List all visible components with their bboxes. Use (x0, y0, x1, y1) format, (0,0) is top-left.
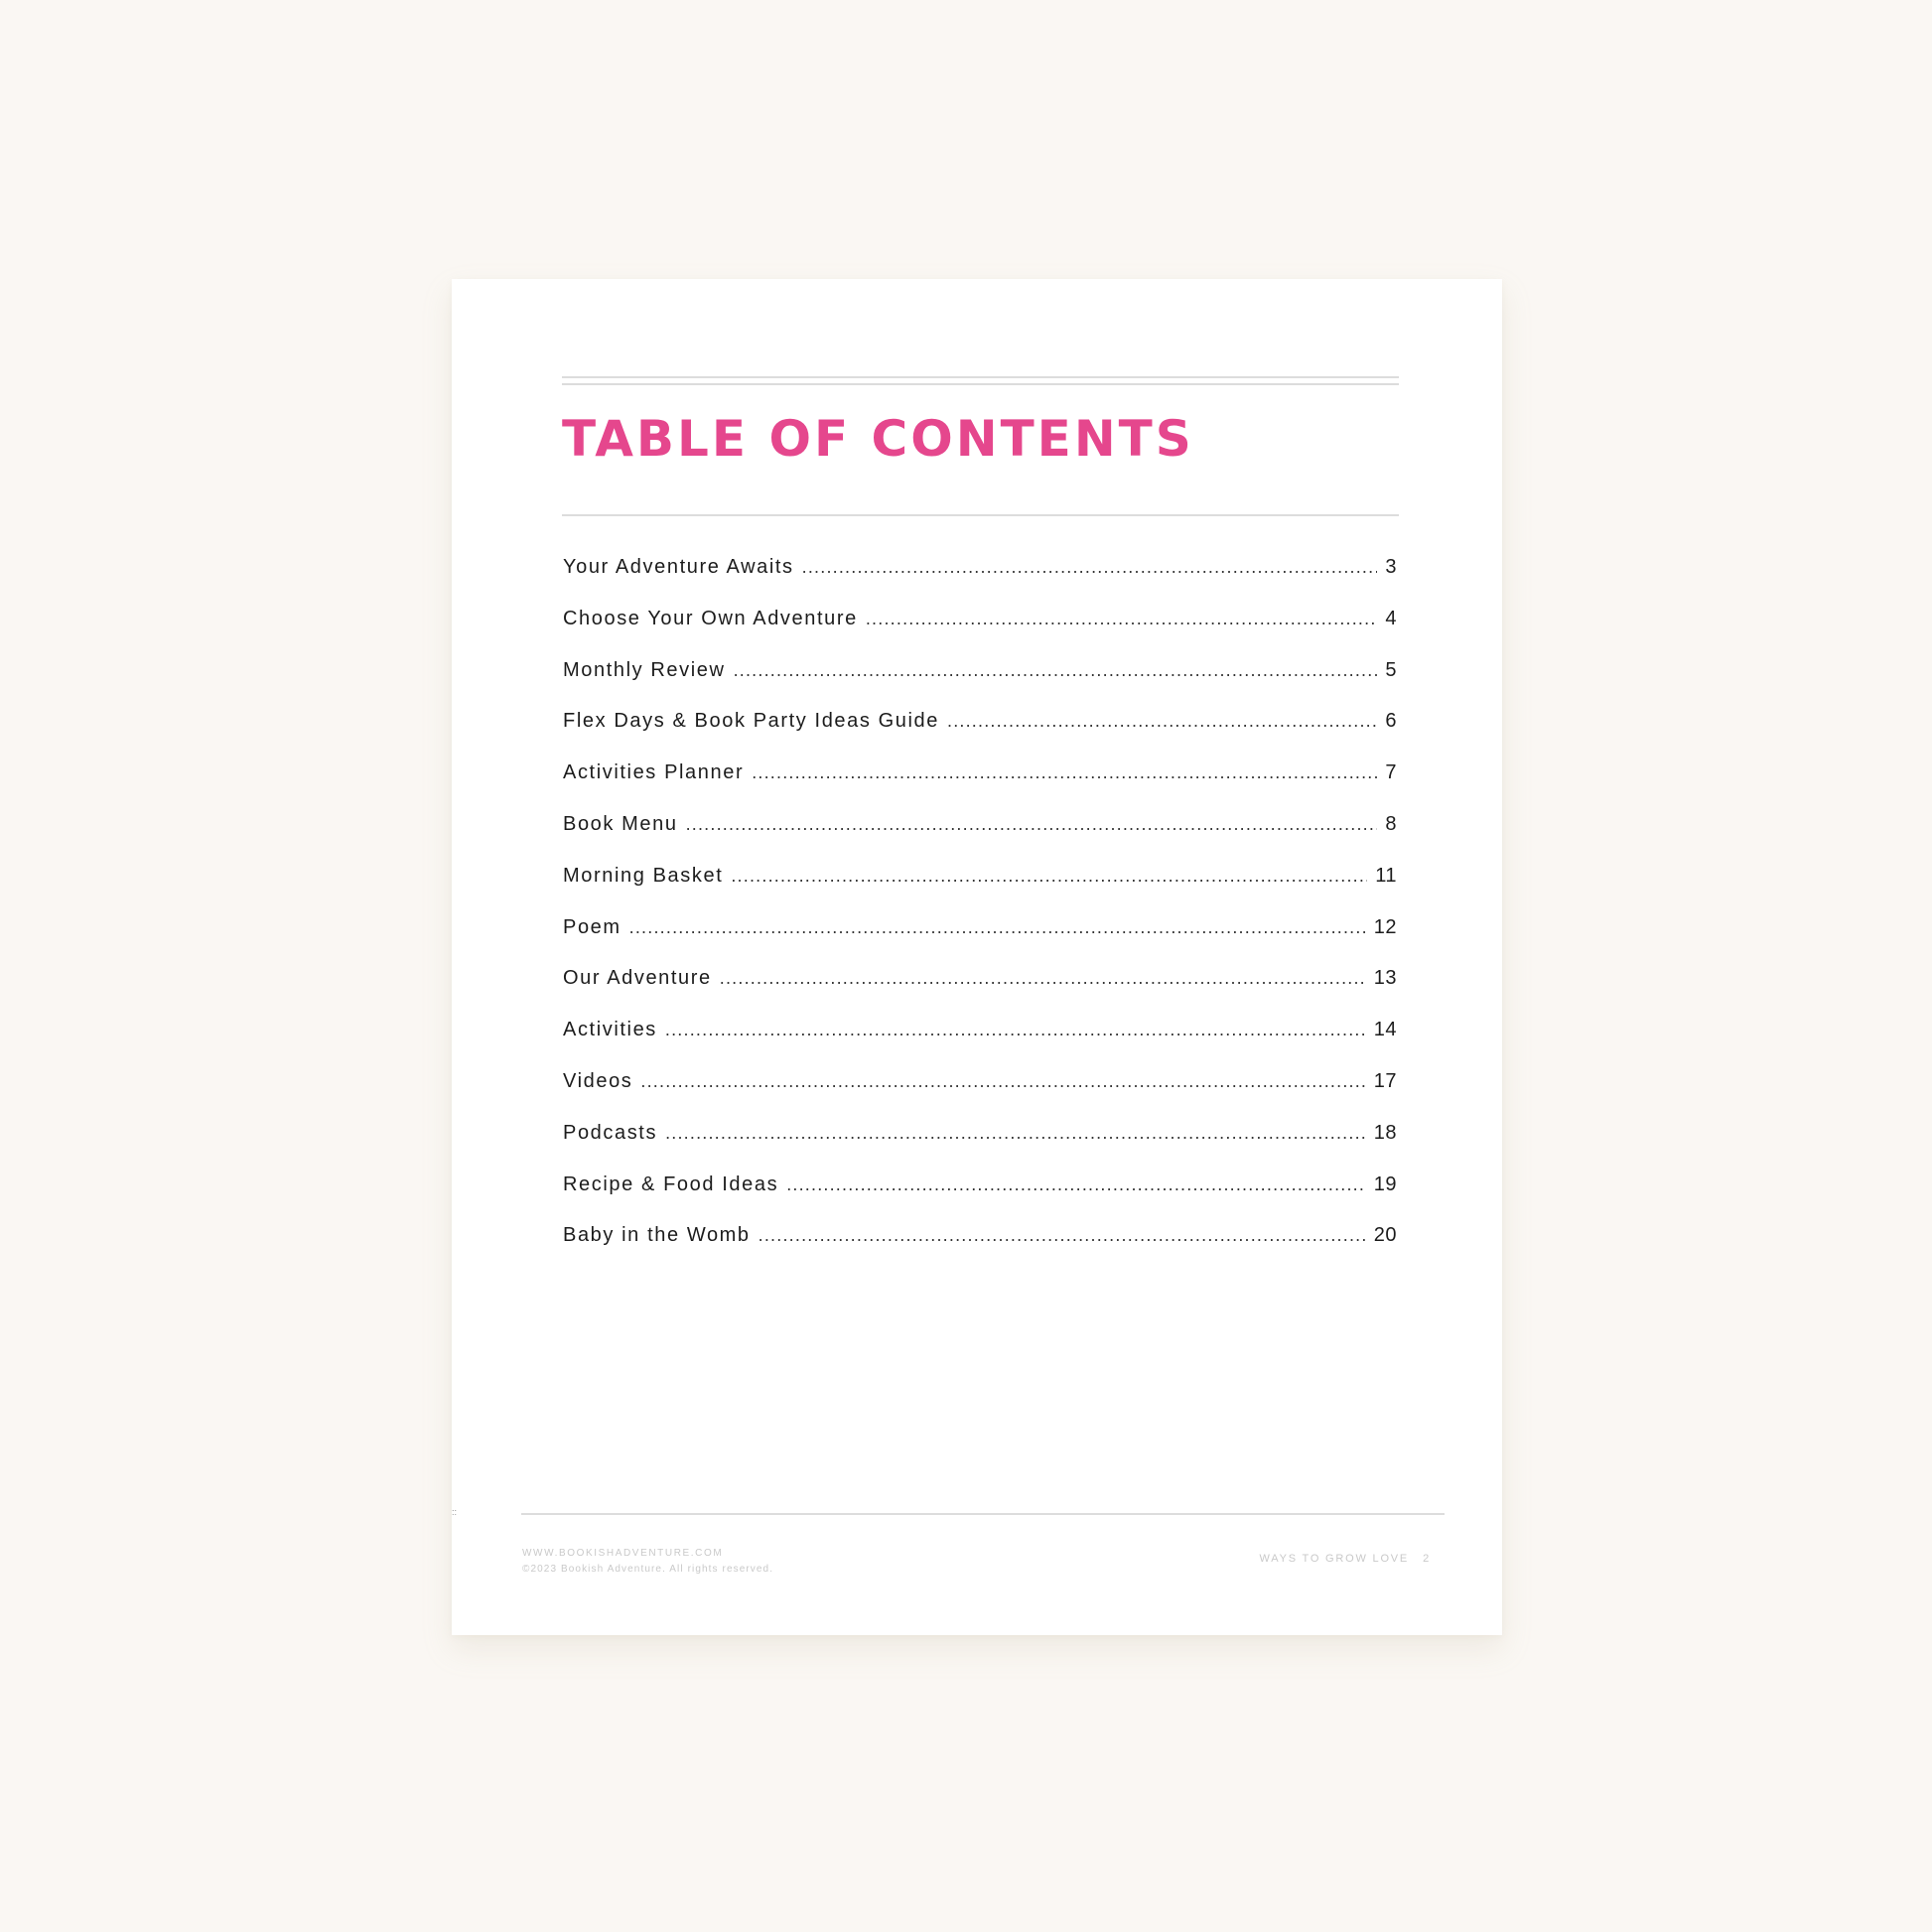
toc-entry-page: 19 (1373, 1173, 1397, 1195)
toc-entry-page: 14 (1373, 1019, 1397, 1041)
toc-leader-dots (629, 917, 1366, 938)
toc-entry[interactable] (563, 1224, 1397, 1276)
toc-entry[interactable] (563, 608, 1397, 659)
toc-entry[interactable] (563, 813, 1397, 865)
toc-leader-dots (802, 557, 1378, 578)
toc-entry-page: 7 (1385, 761, 1397, 784)
toc-leader-dots (686, 814, 1378, 835)
toc-entry[interactable] (563, 865, 1397, 916)
toc-entry-title: Recipe & Food Ideas (563, 1173, 779, 1195)
footer-section-name: WAYS TO GROW LOVE (1259, 1553, 1410, 1565)
page-title: TABLE OF CONTENTS (562, 410, 1194, 468)
toc-leader-dots (665, 1020, 1366, 1040)
footer-right (1259, 1553, 1431, 1565)
toc-entry-page: 18 (1373, 1121, 1397, 1144)
toc-entry[interactable] (563, 1019, 1397, 1070)
toc-entry-page: 6 (1385, 710, 1397, 733)
toc-entry-page: 5 (1385, 658, 1397, 681)
toc-leader-dots (947, 711, 1377, 732)
toc-entry-page: 11 (1375, 864, 1397, 887)
toc-entry-title: Podcasts (563, 1121, 658, 1144)
toc-entry[interactable] (563, 1070, 1397, 1122)
footer-page-number: 2 (1423, 1553, 1431, 1565)
toc-leader-dots (759, 1225, 1366, 1246)
margin-mark: :: (452, 1507, 458, 1517)
header-rule-bottom (562, 383, 1399, 385)
toc-entry-title: Poem (563, 915, 621, 938)
toc-list (563, 556, 1397, 1276)
toc-leader-dots (665, 1123, 1366, 1144)
toc-leader-dots (752, 762, 1377, 783)
toc-entry-page: 17 (1373, 1069, 1397, 1092)
toc-entry[interactable] (563, 916, 1397, 968)
toc-leader-dots (731, 866, 1367, 887)
toc-leader-dots (866, 609, 1378, 629)
toc-entry-title: Baby in the Womb (563, 1224, 751, 1247)
toc-entry-title: Your Adventure Awaits (563, 556, 794, 578)
footer-website: WWW.BOOKISHADVENTURE.COM (522, 1548, 724, 1559)
footer-copyright: ©2023 Bookish Adventure. All rights reserved. (522, 1564, 774, 1575)
toc-entry[interactable] (563, 967, 1397, 1019)
toc-entry-title: Activities (563, 1019, 657, 1041)
title-divider (562, 514, 1399, 516)
toc-leader-dots (786, 1174, 1366, 1195)
toc-entry-page: 13 (1373, 967, 1397, 990)
toc-entry-title: Monthly Review (563, 658, 726, 681)
toc-leader-dots (640, 1071, 1365, 1092)
footer-rule (521, 1513, 1445, 1515)
toc-entry-title: Activities Planner (563, 761, 745, 784)
toc-leader-dots (720, 968, 1366, 989)
header-rule-top (562, 376, 1399, 378)
toc-entry[interactable] (563, 761, 1397, 813)
toc-entry-title: Our Adventure (563, 967, 712, 990)
toc-entry-page: 12 (1373, 915, 1397, 938)
toc-entry[interactable] (563, 556, 1397, 608)
toc-entry[interactable] (563, 659, 1397, 711)
toc-entry[interactable] (563, 1173, 1397, 1225)
toc-entry-title: Flex Days & Book Party Ideas Guide (563, 710, 939, 733)
toc-entry-page: 4 (1385, 607, 1397, 629)
toc-entry-title: Book Menu (563, 812, 678, 835)
toc-entry[interactable] (563, 1122, 1397, 1173)
toc-entry-page: 3 (1385, 556, 1397, 578)
toc-entry-title: Morning Basket (563, 864, 724, 887)
toc-entry-title: Videos (563, 1069, 633, 1092)
toc-entry-page: 20 (1373, 1224, 1397, 1247)
toc-entry[interactable] (563, 710, 1397, 761)
footer-left (522, 1546, 773, 1578)
toc-entry-title: Choose Your Own Adventure (563, 607, 858, 629)
document-page (452, 279, 1502, 1635)
toc-entry-page: 8 (1385, 812, 1397, 835)
toc-leader-dots (734, 660, 1378, 681)
